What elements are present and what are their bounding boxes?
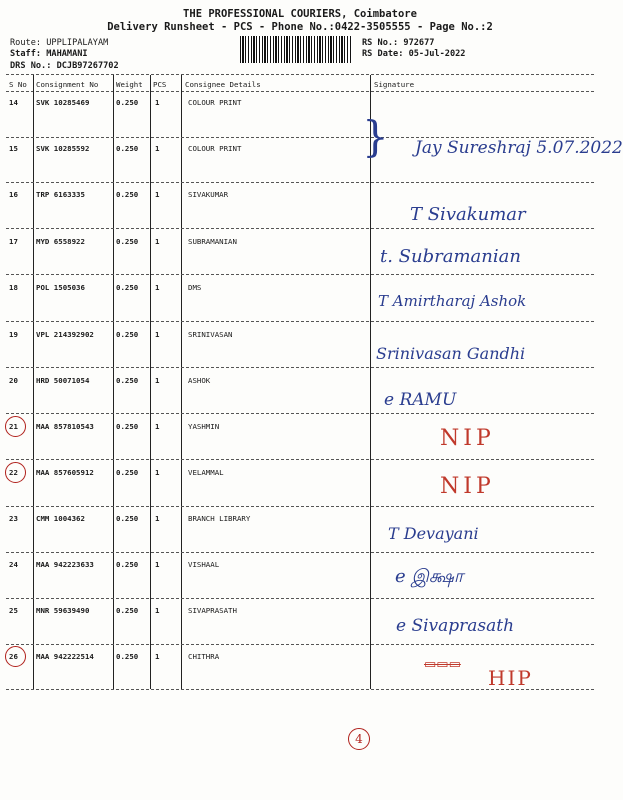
row-sno: 19 — [9, 330, 18, 339]
row-sno: 20 — [9, 376, 18, 385]
column-header-consignment: Consignment No — [36, 80, 99, 89]
row-sno: 18 — [9, 283, 18, 292]
row-consignment: SVK 10285469 — [36, 98, 90, 107]
row-weight: 0.250 — [116, 283, 139, 292]
rs-date: RS Date: 05-Jul-2022 — [362, 49, 466, 59]
barcode — [240, 36, 352, 63]
row-rule — [6, 644, 594, 645]
row-weight: 0.250 — [116, 190, 139, 199]
row-consignee: VISHAAL — [188, 560, 220, 569]
row-weight: 0.250 — [116, 144, 139, 153]
row-rule — [6, 459, 594, 460]
row-consignee: SIVAPRASATH — [188, 606, 237, 615]
row-pcs: 1 — [155, 330, 160, 339]
row-rule — [6, 321, 594, 322]
rs-number: RS No.: 972677 — [362, 38, 435, 48]
signature: Srinivasan Gandhi — [376, 344, 526, 363]
row-consignment: MNR 59639490 — [36, 606, 90, 615]
row-consignee: YASHMIN — [188, 422, 220, 431]
column-header-signature: Signature — [374, 80, 415, 89]
signature: T Sivakumar — [410, 204, 526, 225]
row-weight: 0.250 — [116, 468, 139, 477]
row-rule — [6, 413, 594, 414]
row-pcs: 1 — [155, 283, 160, 292]
column-header-weight: Weight — [116, 80, 143, 89]
column-header-sno: S No — [9, 80, 27, 89]
row-sno: 17 — [9, 237, 18, 246]
row-pcs: 1 — [155, 468, 160, 477]
signature: T Devayani — [388, 524, 479, 543]
row-consignee: COLOUR PRINT — [188, 98, 242, 107]
runsheet-subtitle: Delivery Runsheet - PCS - Phone No.:0422-3505555 - Page No.:2 — [107, 21, 493, 33]
row-consignment: VPL 214392902 — [36, 330, 94, 339]
row-weight: 0.250 — [116, 98, 139, 107]
signature: NIP — [440, 474, 495, 499]
row-consignee: CHITHRA — [188, 652, 220, 661]
row-rule — [6, 228, 594, 229]
row-pcs: 1 — [155, 422, 160, 431]
brace-mark: } — [362, 112, 389, 161]
column-header-consignee: Consignee Details — [185, 80, 261, 89]
row-pcs: 1 — [155, 144, 160, 153]
row-rule — [6, 506, 594, 507]
row-rule — [6, 182, 594, 183]
row-pcs: 1 — [155, 652, 160, 661]
row-weight: 0.250 — [116, 514, 139, 523]
row-consignment: MAA 942223633 — [36, 560, 94, 569]
column-divider — [150, 75, 151, 689]
column-divider — [370, 75, 371, 689]
signature: T Amirtharaj Ashok — [378, 292, 527, 310]
row-consignment: TRP 6163335 — [36, 190, 85, 199]
signature: e RAMU — [384, 390, 457, 410]
row-consignment: SVK 10285592 — [36, 144, 90, 153]
column-divider — [33, 75, 34, 689]
row-consignee: SRINIVASAN — [188, 330, 233, 339]
page-mark: 4 — [348, 728, 370, 750]
signature: Jay Sureshraj 5.07.2022 — [415, 138, 623, 158]
row-rule — [6, 274, 594, 275]
row-sno: 25 — [9, 606, 18, 615]
row-consignee: DMS — [188, 283, 202, 292]
row-pcs: 1 — [155, 237, 160, 246]
signature: NIP — [440, 426, 495, 451]
row-pcs: 1 — [155, 98, 160, 107]
row-consignment: MAA 942222514 — [36, 652, 94, 661]
row-consignment: MYD 6558922 — [36, 237, 85, 246]
row-consignee: ASHOK — [188, 376, 211, 385]
signature: e Sivaprasath — [396, 616, 515, 636]
row-weight: 0.250 — [116, 330, 139, 339]
row-weight: 0.250 — [116, 422, 139, 431]
row-pcs: 1 — [155, 606, 160, 615]
row-pcs: 1 — [155, 190, 160, 199]
column-divider — [113, 75, 114, 689]
row-sno: 26 — [9, 652, 18, 661]
signature: t. Subramanian — [380, 246, 521, 267]
signature: e இக்ஷா — [395, 566, 464, 587]
drs-number: DRS No.: DCJB97267702 — [10, 61, 119, 71]
row-sno: 15 — [9, 144, 18, 153]
row-rule — [6, 552, 594, 553]
row-consignee: SIVAKUMAR — [188, 190, 229, 199]
row-weight: 0.250 — [116, 606, 139, 615]
row-consignment: MAA 857810543 — [36, 422, 94, 431]
row-sno: 14 — [9, 98, 18, 107]
row-sno: 21 — [9, 422, 18, 431]
runsheet-title: THE PROFESSIONAL COURIERS, Coimbatore — [183, 8, 417, 20]
row-sno: 24 — [9, 560, 18, 569]
row-pcs: 1 — [155, 514, 160, 523]
row-weight: 0.250 — [116, 237, 139, 246]
row-sno: 16 — [9, 190, 18, 199]
column-divider — [181, 75, 182, 689]
row-sno: 22 — [9, 468, 18, 477]
struck-mark: ▭▭▭ — [424, 657, 461, 672]
row-weight: 0.250 — [116, 560, 139, 569]
row-consignee: BRANCH LIBRARY — [188, 514, 251, 523]
row-consignment: POL 1505036 — [36, 283, 85, 292]
row-weight: 0.250 — [116, 376, 139, 385]
route-label: Route: UPPLIPALAYAM — [10, 38, 109, 48]
row-pcs: 1 — [155, 376, 160, 385]
row-pcs: 1 — [155, 560, 160, 569]
row-rule — [6, 598, 594, 599]
table-header-rule — [6, 91, 594, 92]
row-consignee: SUBRAMANIAN — [188, 237, 237, 246]
staff-label: Staff: MAHAMANI — [10, 49, 88, 59]
row-rule — [6, 367, 594, 368]
table-bottom-rule — [6, 689, 594, 690]
row-sno: 23 — [9, 514, 18, 523]
row-consignee: COLOUR PRINT — [188, 144, 242, 153]
row-consignment: MAA 857605912 — [36, 468, 94, 477]
table-top-rule — [6, 74, 594, 75]
column-header-pcs: PCS — [153, 80, 167, 89]
row-consignee: VELAMMAL — [188, 468, 224, 477]
row-consignment: CMM 1004362 — [36, 514, 85, 523]
row-consignment: HRD 50071054 — [36, 376, 90, 385]
signature: HIP — [488, 666, 533, 690]
row-weight: 0.250 — [116, 652, 139, 661]
